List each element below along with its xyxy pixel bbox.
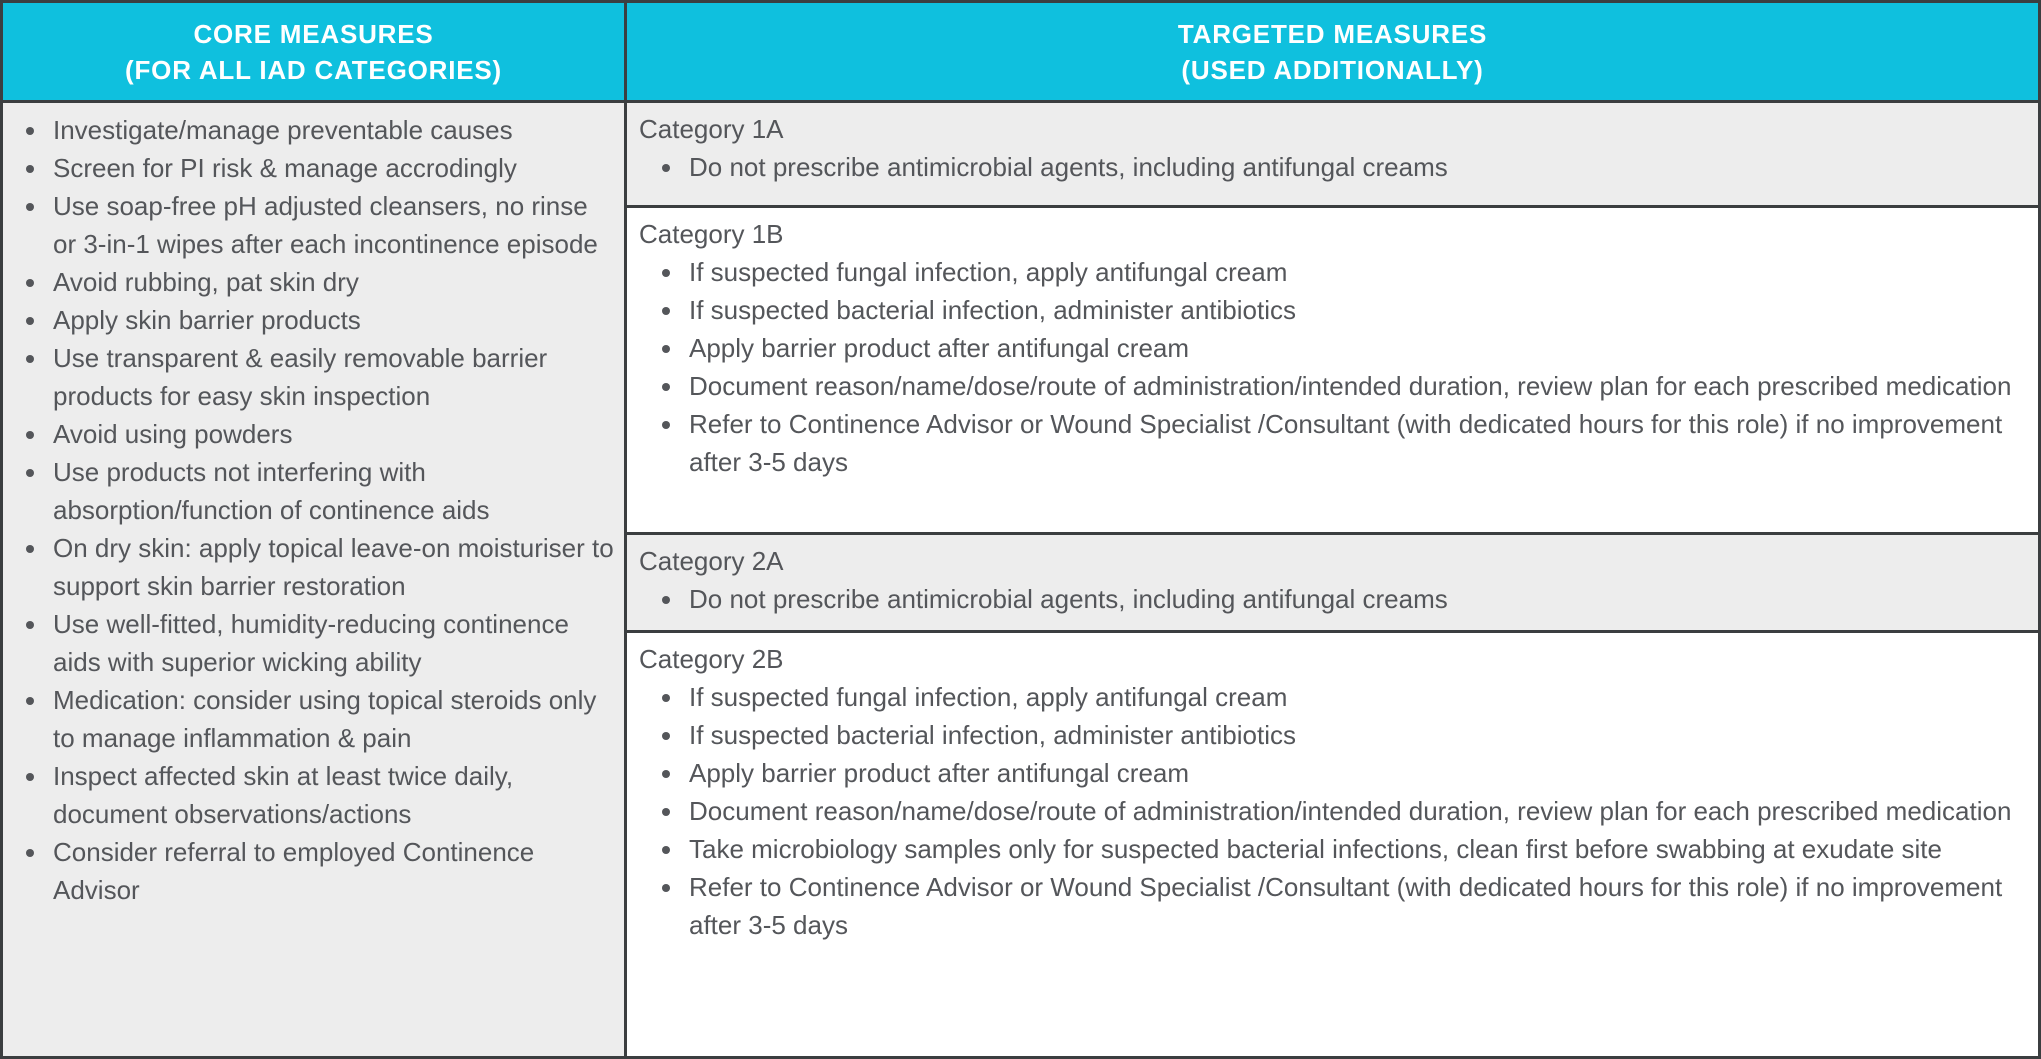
list-item: • Document reason/name/dose/route of administration/intended duration, review plan for each prescribed medication [685,792,2024,830]
category-1a-list [639,148,2024,186]
targeted-measures-header-line2: (USED ADDITIONALLY) [1181,54,1484,85]
list-item: • Screen for PI risk & manage accrodingly [49,149,616,187]
targeted-measures-column [627,3,2038,1056]
category-2b-list [639,678,2024,944]
core-measures-header [3,3,624,103]
list-item: • Medication: consider using topical steroids only to manage inflammation & pain [49,681,616,757]
category-2a-section [627,532,2038,630]
core-measures-body [3,103,624,1056]
category-1a-title: Category 1A [639,114,784,144]
list-item: • Use products not interfering with absorption/function of continence aids [49,453,616,529]
list-item: • Refer to Continence Advisor or Wound Specialist /Consultant (with dedicated hours for this role) if no improvement after 3-5 days [685,405,2024,481]
list-item: • Investigate/manage preventable causes [49,111,616,149]
category-2a-list [639,580,2024,618]
list-item: • Inspect affected skin at least twice daily, document observations/actions [49,757,616,833]
list-item: • Apply barrier product after antifungal cream [685,754,2024,792]
list-item: • Use transparent & easily removable barrier products for easy skin inspection [49,339,616,415]
list-item: • Take microbiology samples only for suspected bacterial infections, clean first before swabbing at exudate site [685,830,2024,868]
core-measures-header-line2: (FOR ALL IAD CATEGORIES) [125,54,502,85]
list-item: • Use well-fitted, humidity-reducing continence aids with superior wicking ability [49,605,616,681]
list-item: • Apply barrier product after antifungal cream [685,329,2024,367]
list-item: • If suspected fungal infection, apply antifungal cream [685,678,2024,716]
category-1b-title: Category 1B [639,219,784,249]
category-2a-title: Category 2A [639,546,784,576]
category-1a-section [627,103,2038,205]
list-item: • If suspected fungal infection, apply antifungal cream [685,253,2024,291]
category-1b-section [627,205,2038,532]
list-item: • Do not prescribe antimicrobial agents, including antifungal creams [685,148,2024,186]
list-item: • Refer to Continence Advisor or Wound Specialist /Consultant (with dedicated hours for this role) if no improvement after 3-5 days [685,868,2024,944]
list-item: • Document reason/name/dose/route of administration/intended duration, review plan for each prescribed medication [685,367,2024,405]
list-item: • On dry skin: apply topical leave-on moisturiser to support skin barrier restoration [49,529,616,605]
core-measures-list [17,111,616,909]
category-2b-title: Category 2B [639,644,784,674]
targeted-measures-header-line1: TARGETED MEASURES [1177,18,1488,49]
list-item: • Avoid rubbing, pat skin dry [49,263,616,301]
list-item: • Apply skin barrier products [49,301,616,339]
list-item: • If suspected bacterial infection, administer antibiotics [685,291,2024,329]
list-item: • Avoid using powders [49,415,616,453]
list-item: • Do not prescribe antimicrobial agents, including antifungal creams [685,580,2024,618]
core-measures-column [3,3,627,1056]
category-1b-list [639,253,2024,481]
category-2b-section [627,630,2038,1056]
list-item: • Use soap-free pH adjusted cleansers, no rinse or 3-in-1 wipes after each incontinence episode [49,187,616,263]
list-item: • Consider referral to employed Continence Advisor [49,833,616,909]
core-measures-header-line1: CORE MEASURES [193,18,434,49]
list-item: • If suspected bacterial infection, administer antibiotics [685,716,2024,754]
targeted-measures-header [627,3,2038,103]
